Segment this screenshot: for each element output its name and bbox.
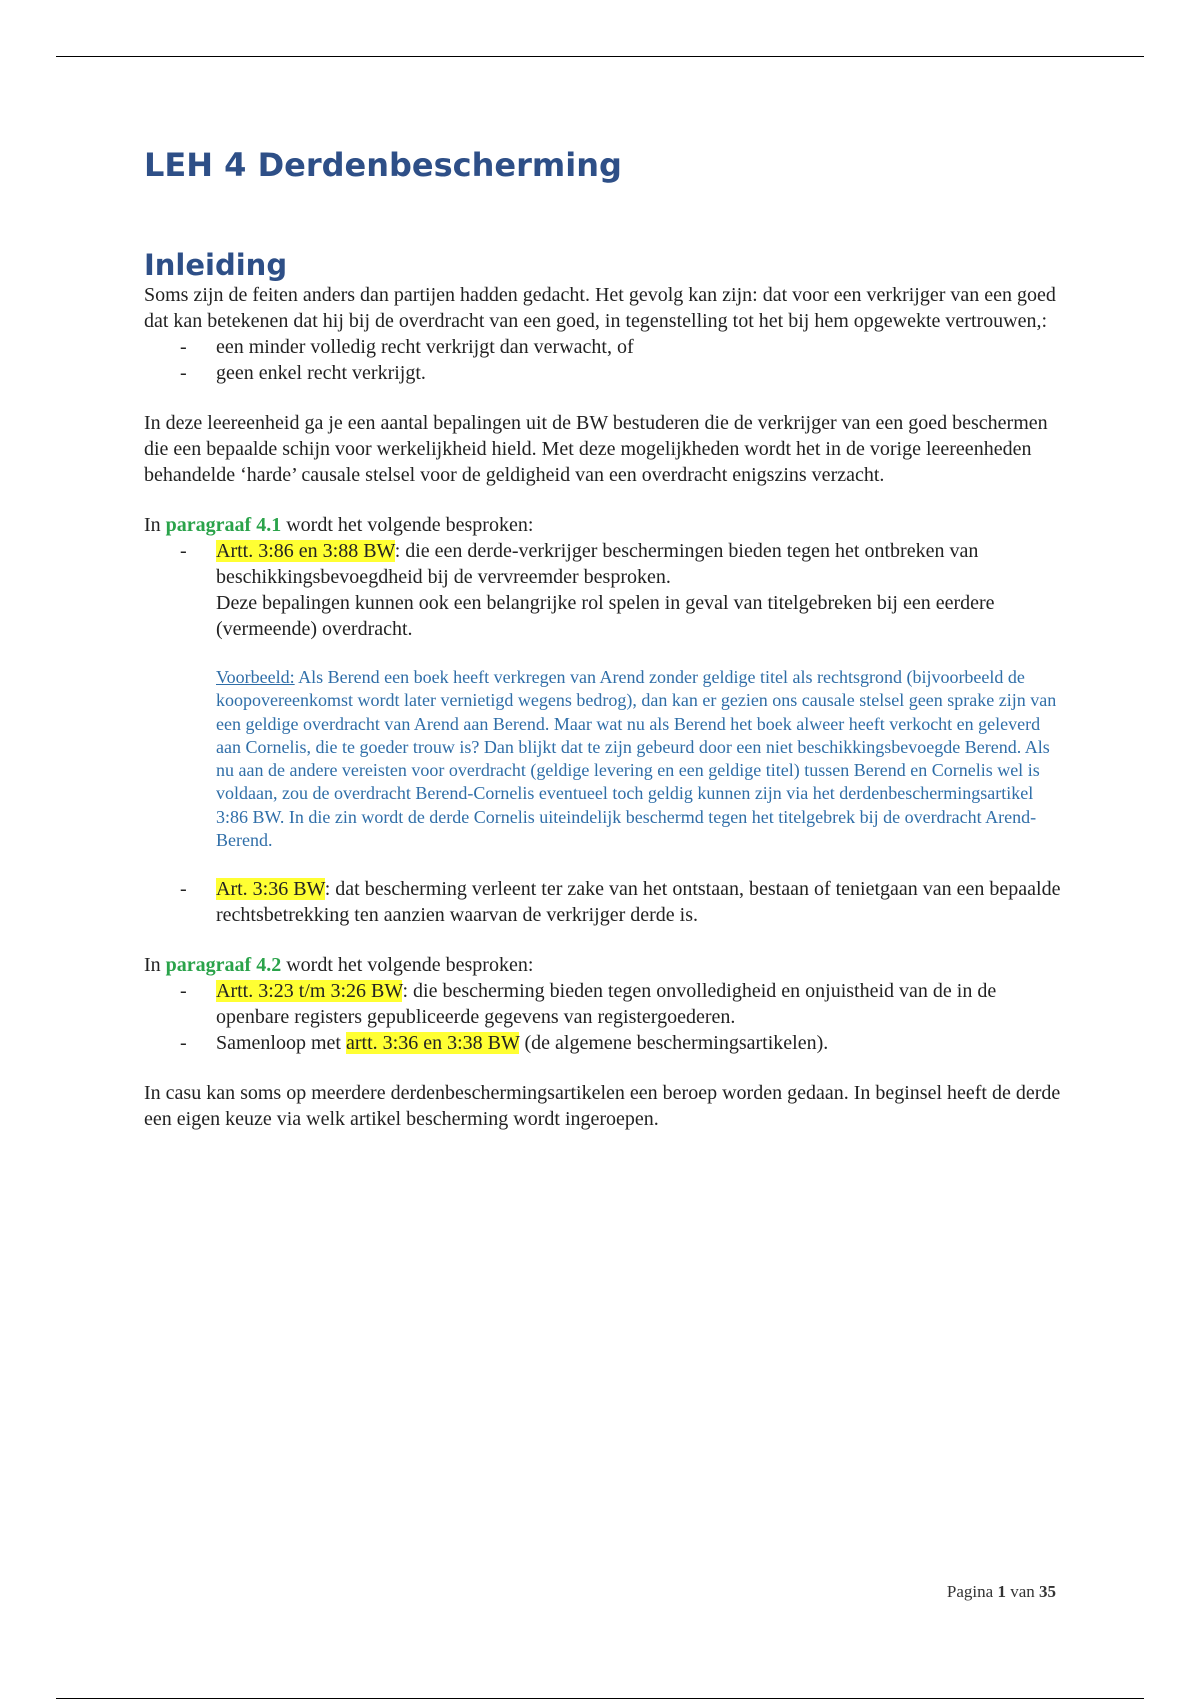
document-body [144, 146, 1064, 1132]
par42-list [144, 978, 1064, 1056]
highlight-artt-3-36-3-38: artt. 3:36 en 3:38 BW [345, 1031, 520, 1054]
par42-lead-prefix: In [144, 953, 161, 976]
par42-item-1 [144, 978, 1064, 1030]
example-text: Als Berend een boek heeft verkregen van Arend zonder geldige titel als rechtsgrond (bijvoorbeeld de koopovereenkomst wordt later vernietigd wegens bedrog), dan kan er gezien ons causale stelsel geen sprake zijn van een geldige overdracht van Arend aan Berend. Maar wat nu als Berend het boek alweer heeft verkocht en geleverd aan Cornelis, die te goeder trouw is? Dan blijkt dat te zijn gebeurd door een niet beschikkingsbevoegde Berend. Als nu aan de andere vereisten voor overdracht (geldige levering en een geldige titel) tussen Berend en Cornelis wel is voldaan, zou de overdracht Berend-Cornelis eventueel toch geldig kunnen zijn via het derdenbeschermingsartikel 3:86 BW. In die zin wordt de derde Cornelis uiteindelijk beschermd tegen het titelgebrek bij de overdracht Arend-Berend. [216, 667, 1057, 850]
example-label: Voorbeeld: [216, 667, 295, 688]
par42-item-2 [144, 1030, 1064, 1056]
intro-bullet-list [144, 334, 1064, 386]
footer-of-label: van [1010, 1582, 1035, 1601]
highlight-artt-3-86-3-88: Artt. 3:86 en 3:88 BW [216, 540, 395, 563]
highlight-artt-3-23-3-26: Artt. 3:23 t/m 3:26 BW [216, 979, 403, 1002]
page-footer [947, 1582, 1056, 1602]
par41-item-1-text-2: Deze bepalingen kunnen ook een belangrijke rol spelen in geval van titelgebreken bij een eerdere (vermeende) overdracht. [216, 592, 995, 641]
footer-page-label: Pagina [946, 1582, 994, 1601]
footer-page-number: 1 [997, 1582, 1006, 1601]
intro-bullet-1: - een minder volledig recht verkrijgt dan verwacht, of [144, 334, 1064, 360]
par41-item-2 [144, 876, 1064, 928]
par41-item-1-text: : die een derde-verkrijger beschermingen bieden tegen het ontbreken van beschikkingsbevoegdheid bij de vervreemder besproken. [216, 540, 979, 589]
par41-lead-suffix: wordt het volgende besproken: [286, 514, 534, 537]
par42-lead [144, 952, 1064, 978]
footer-rule [56, 1698, 1144, 1699]
section-heading-inleiding: Inleiding [144, 248, 288, 283]
par41-lead-prefix: In [144, 514, 161, 537]
par41-item-2-text: : dat bescherming verleent ter zake van het ontstaan, bestaan of tenietgaan van een bepaalde rechtsbetrekking ten aanzien waarvan de verkrijger derde is. [216, 877, 1061, 926]
par42-lead-suffix: wordt het volgende besproken: [286, 953, 534, 976]
par42-item-2-suffix: (de algemene beschermingsartikelen). [524, 1031, 829, 1054]
par41-lead [144, 512, 1064, 538]
par42-item-1-text: : die bescherming bieden tegen onvolledigheid en onjuistheid van de in de openbare registers gepubliceerde gegevens van registergoederen. [216, 979, 997, 1028]
par41-item-1 [144, 538, 1064, 852]
example-block [216, 666, 1064, 852]
header-rule [56, 56, 1144, 57]
highlight-art-3-36: Art. 3:36 BW [216, 877, 325, 900]
par42-item-2-prefix: Samenloop met [216, 1031, 341, 1054]
intro-paragraph-1: Soms zijn de feiten anders dan partijen hadden gedacht. Het gevolg kan zijn: dat voor een verkrijger van een goed dat kan betekenen dat hij bij de overdracht van een goed, in tegenstelling tot het bij hem opgewekte vertrouwen,: [144, 284, 1056, 333]
intro-paragraph-2: In deze leereenheid ga je een aantal bepalingen uit de BW bestuderen die de verkrijger van een goed beschermen die een bepaalde schijn voor werkelijkheid hield. Met deze mogelijkheden wordt het in de vorige leereenheden behandelde ‘harde’ causale stelsel voor de geldigheid van een overdracht enigszins verzacht. [144, 412, 1048, 487]
par42-reference: paragraaf 4.2 [165, 953, 282, 976]
par41-list [144, 538, 1064, 928]
par41-reference: paragraaf 4.1 [165, 514, 282, 537]
closing-paragraph: In casu kan soms op meerdere derdenbeschermingsartikelen een beroep worden gedaan. In beginsel heeft de derde een eigen keuze via welk artikel bescherming wordt ingeroepen. [144, 1081, 1061, 1130]
document-title: LEH 4 Derdenbescherming [144, 146, 622, 184]
footer-total-pages: 35 [1039, 1582, 1056, 1601]
intro-bullet-2: - geen enkel recht verkrijgt. [144, 360, 1064, 386]
